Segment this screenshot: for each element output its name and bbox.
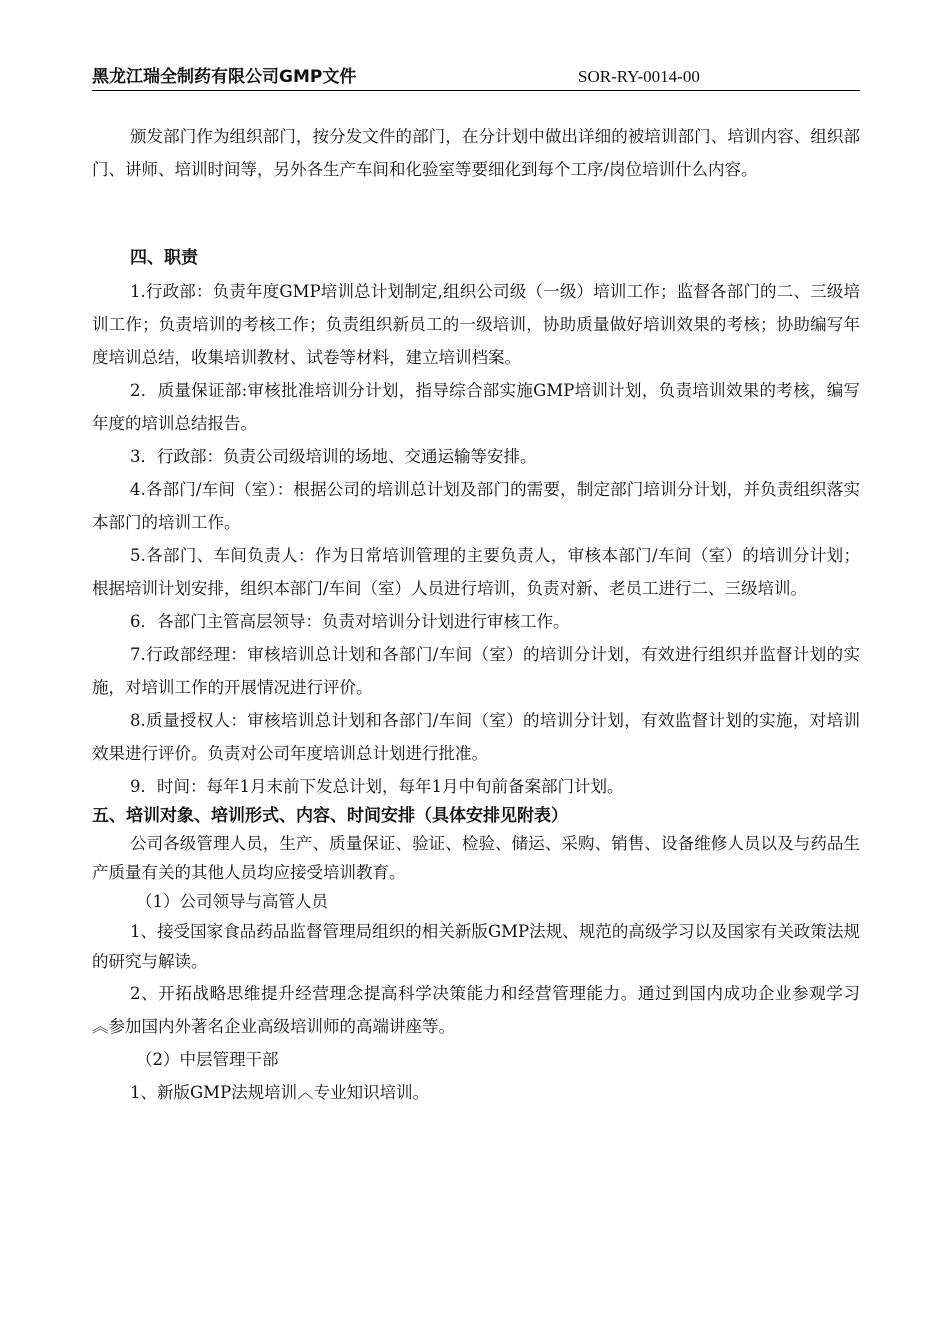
group-1-item-1: 1、接受国家食品药品监督管理局组织的相关新版GMP法规、规范的高级学习以及国家有关政策法规的研究与解读。 [92, 922, 860, 971]
group-2-title: （2）中层管理干部 [136, 1050, 279, 1069]
section-4-title: 四、职责 [130, 248, 198, 268]
duty-item-2: 2．质量保证部:审核批准培训分计划，指导综合部实施GMP培训计划，负责培训效果的考核，编写年度的培训总结报告。 [92, 381, 860, 433]
duty-item-6: 6．各部门主管高层领导：负责对培训分计划进行审核工作。 [130, 612, 570, 631]
duty-item-1: 1.行政部：负责年度GMP培训总计划制定,组织公司级（一级）培训工作；监督各部门的二、三级培训工作；负责培训的考核工作；负责组织新员工的一级培训，协助质量做好培训效果的考核；协助编写年度培训总结，收集培训教材、试卷等材料，建立培训档案。 [92, 282, 860, 367]
company-name: 黑龙江瑞全制药有限公司GMP文件 [92, 67, 357, 87]
duty-item-9: 9．时间：每年1月末前下发总计划，每年1月中旬前备案部门计划。 [130, 777, 624, 796]
spacer [92, 186, 860, 242]
group-1-item-2: 2、开拓战略思维提升经营理念提高科学决策能力和经营管理能力。通过到国内成功企业参观学习︽参加国内外著名企业高级培训师的高端讲座等。 [92, 984, 860, 1036]
section-5-intro: 公司各级管理人员，生产、质量保证、验证、检验、储运、采购、销售、设备维修人员以及与药品生产质量有关的其他人员均应接受培训教育。 [92, 834, 860, 882]
duty-item-4: 4.各部门/车间（室）：根据公司的培训总计划及部门的需要，制定部门培训分计划，并负责组织落实本部门的培训工作。 [92, 480, 860, 532]
duty-item-5: 5.各部门、车间负责人：作为日常培训管理的主要负责人，审核本部门/车间（室）的培训分计划；根据培训计划安排，组织本部门/车间（室）人员进行培训，负责对新、老员工进行二、三级培训。 [92, 546, 860, 598]
intro-paragraph: 颁发部门作为组织部门，按分发文件的部门，在分计划中做出详细的被培训部门、培训内容、组织部门、讲师、培训时间等，另外各生产车间和化验室等要细化到每个工序/岗位培训什么内容。 [92, 127, 860, 179]
duty-item-3: 3．行政部：负责公司级培训的场地、交通运输等安排。 [130, 447, 537, 466]
document-body [92, 120, 860, 1109]
duty-item-7: 7.行政部经理：审核培训总计划和各部门/车间（室）的培训分计划，有效进行组织并监督计划的实施，对培训工作的开展情况进行评价。 [92, 645, 860, 697]
document-number: SOR-RY-0014-00 [578, 67, 700, 86]
duty-item-8: 8.质量授权人：审核培训总计划和各部门/车间（室）的培训分计划，有效监督计划的实施，对培训效果进行评价。负责对公司年度培训总计划进行批准。 [92, 711, 860, 763]
section-5-title: 五、培训对象、培训形式、内容、时间安排（具体安排见附表） [92, 806, 568, 826]
document-header [92, 66, 860, 91]
group-1-title: （1）公司领导与高管人员 [136, 892, 328, 911]
group-2-item-1: 1、新版GMP法规培训︿专业知识培训。 [130, 1083, 430, 1102]
